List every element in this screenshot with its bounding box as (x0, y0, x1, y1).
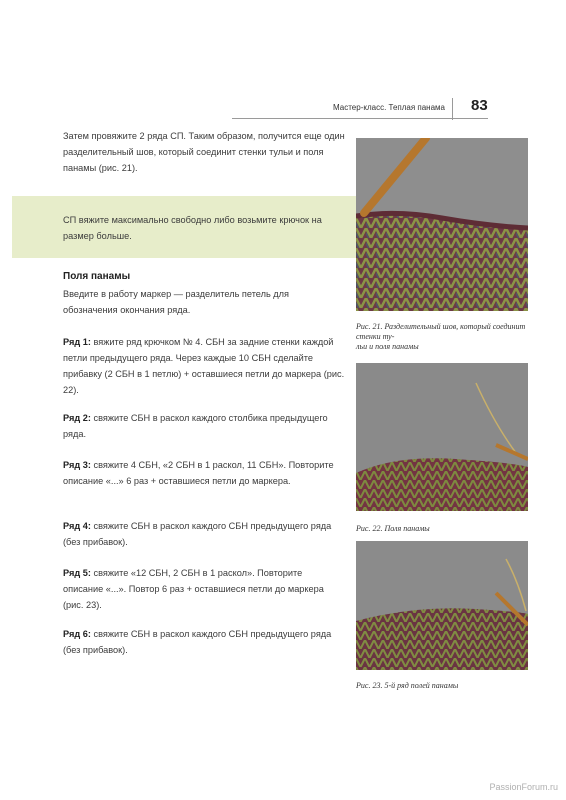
row-text: вяжите ряд крючком № 4. СБН за задние стенки каждой петли предыдущего ряда. Через каждые 10 СБН сделайте прибавку (2 СБН в 1 петлю) + оставшиеся петли до маркера (рис. 22). (63, 337, 345, 395)
row-label: Ряд 5: (63, 568, 91, 578)
row-label: Ряд 4: (63, 521, 91, 531)
watermark: PassionForum.ru (489, 782, 558, 792)
row-label: Ряд 3: (63, 460, 91, 470)
row-text: свяжите СБН в раскол каждого СБН предыдущего ряда (без прибавок). (63, 629, 332, 655)
figure-22-caption: Рис. 22. Поля панамы (356, 524, 430, 533)
section-intro: Введите в работу маркер — разделитель петель для обозначения окончания ряда. (63, 289, 290, 315)
figure-21-caption: Рис. 21. Разделительный шов, который соединит стенки ту- льи и поля панамы (356, 322, 526, 351)
row-label: Ряд 2: (63, 413, 91, 423)
row-label: Ряд 1: (63, 337, 91, 347)
header-title: Мастер-класс. Теплая панама (333, 103, 445, 112)
section-heading: Поля панамы (63, 271, 131, 282)
row-text: свяжите 4 СБН, «2 СБН в 1 раскол, 11 СБН». Повторите описание «...» 6 раз + оставшиеся петли до маркера. (63, 460, 334, 486)
intro-paragraph: Затем провяжите 2 ряда СП. Таким образом, получится еще один разделительный шов, который соединит стенки тульи и поля панамы (рис. 21). (63, 131, 345, 173)
row-text: свяжите СБН в раскол каждого столбика предыдущего ряда. (63, 413, 328, 439)
tip-text: СП вяжите максимально свободно либо возьмите крючок на размер больше. (63, 215, 322, 241)
row-instruction (63, 410, 345, 442)
row-text: свяжите СБН в раскол каждого СБН предыдущего ряда (без прибавок). (63, 521, 332, 547)
row-instruction (63, 334, 345, 398)
figure-21-photo (356, 138, 528, 311)
row-instruction (63, 565, 345, 613)
row-label: Ряд 6: (63, 629, 91, 639)
header-divider (452, 98, 453, 120)
row-text: свяжите «12 СБН, 2 СБН в 1 раскол». Повторите описание «...». Повтор 6 раз + оставшиеся петли до маркера (рис. 23). (63, 568, 324, 610)
row-instruction (63, 457, 345, 489)
row-instruction (63, 518, 345, 550)
header-rule (232, 118, 488, 119)
row-instruction (63, 626, 345, 658)
figure-23-photo (356, 541, 528, 670)
page-number: 83 (471, 97, 488, 114)
figure-23-caption: Рис. 23. 5-й ряд полей панамы (356, 681, 459, 690)
figure-22-photo (356, 363, 528, 511)
